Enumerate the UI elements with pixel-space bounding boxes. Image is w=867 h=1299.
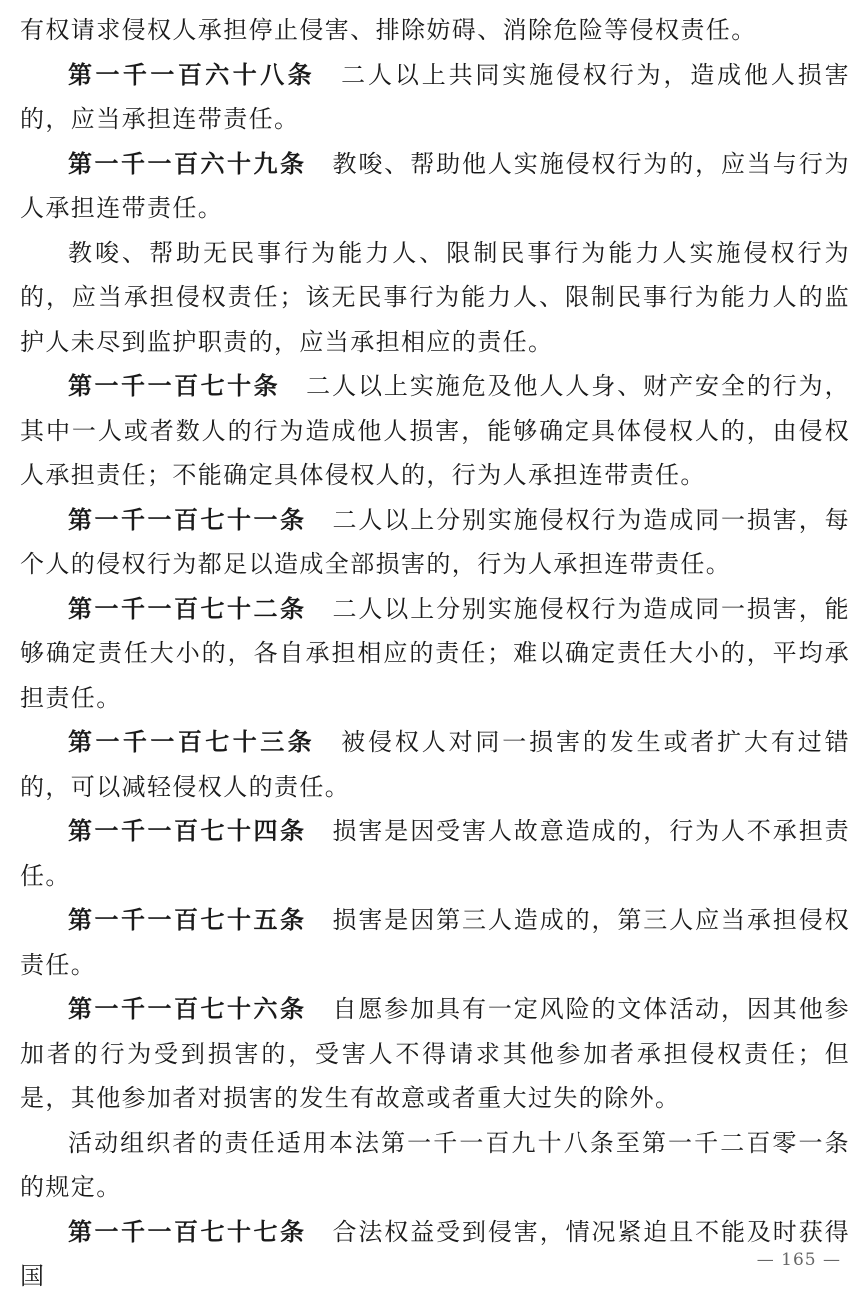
article-number: 第一千一百七十四条 xyxy=(68,817,307,845)
paragraph-text: 自愿参加具有一定风险的文体活动，因其他参加者的行为受到损害的，受害人不得请求其他参加者承担侵权责任；但是，其他参加者对损害的发生有故意或者重大过失的除外。 xyxy=(20,995,850,1112)
article-number: 第一千一百七十七条 xyxy=(68,1217,307,1246)
article-1176 xyxy=(20,987,850,1121)
article-1170 xyxy=(20,364,850,498)
document-page xyxy=(20,8,850,1299)
paragraph-text: 被侵权人对同一损害的发生或者扩大有过错的，可以减轻侵权人的责任。 xyxy=(20,728,850,801)
article-1171 xyxy=(20,498,850,587)
paragraph-text: 合法权益受到侵害，情况紧迫且不能及时获得国 xyxy=(20,1217,850,1290)
article-1169 xyxy=(20,142,850,231)
article-number: 第一千一百七十五条 xyxy=(68,906,307,934)
paragraph-text: 二人以上共同实施侵权行为，造成他人损害的，应当承担连带责任。 xyxy=(20,60,850,133)
paragraph-text: 二人以上分别实施侵权行为造成同一损害，能够确定责任大小的，各自承担相应的责任；难以确定责任大小的，平均承担责任。 xyxy=(20,594,850,712)
paragraph-text: 损害是因受害人故意造成的，行为人不承担责任。 xyxy=(20,817,850,890)
article-number: 第一千一百七十一条 xyxy=(68,505,307,534)
paragraph-text: 活动组织者的责任适用本法第一千一百九十八条至第一千二百零一条的规定。 xyxy=(20,1128,850,1201)
page-number: — 165 — xyxy=(756,1250,841,1270)
article-1168 xyxy=(20,53,850,142)
article-1175 xyxy=(20,898,850,987)
paragraph-text: 二人以上实施危及他人人身、财产安全的行为，其中一人或者数人的行为造成他人损害，能够确定具体侵权人的，由侵权人承担责任；不能确定具体侵权人的，行为人承担连带责任。 xyxy=(20,372,850,489)
article-number: 第一千一百七十六条 xyxy=(68,995,307,1023)
article-1176-paragraph-2 xyxy=(20,1121,850,1210)
article-number: 第一千一百七十条 xyxy=(68,372,281,400)
paragraph-1 xyxy=(20,8,850,53)
paragraph-text: 教唆、帮助无民事行为能力人、限制民事行为能力人实施侵权行为的，应当承担侵权责任；该无民事行为能力人、限制民事行为能力人的监护人未尽到监护职责的，应当承担相应的责任。 xyxy=(20,238,850,356)
paragraph-text: 有权请求侵权人承担停止侵害、排除妨碍、消除危险等侵权责任。 xyxy=(20,16,757,44)
article-1177 xyxy=(20,1210,850,1299)
paragraph-text: 二人以上分别实施侵权行为造成同一损害，每个人的侵权行为都足以造成全部损害的，行为人承担连带责任。 xyxy=(20,505,850,578)
article-1174 xyxy=(20,809,850,898)
article-1172 xyxy=(20,587,850,721)
article-number: 第一千一百六十九条 xyxy=(68,149,307,178)
paragraph-text: 损害是因第三人造成的，第三人应当承担侵权责任。 xyxy=(20,906,850,979)
article-1173 xyxy=(20,720,850,809)
article-number: 第一千一百七十三条 xyxy=(68,728,316,756)
paragraph-text: 教唆、帮助他人实施侵权行为的，应当与行为人承担连带责任。 xyxy=(20,149,850,222)
article-number: 第一千一百六十八条 xyxy=(68,60,316,89)
article-1169-paragraph-2 xyxy=(20,231,850,365)
article-number: 第一千一百七十二条 xyxy=(68,594,307,623)
